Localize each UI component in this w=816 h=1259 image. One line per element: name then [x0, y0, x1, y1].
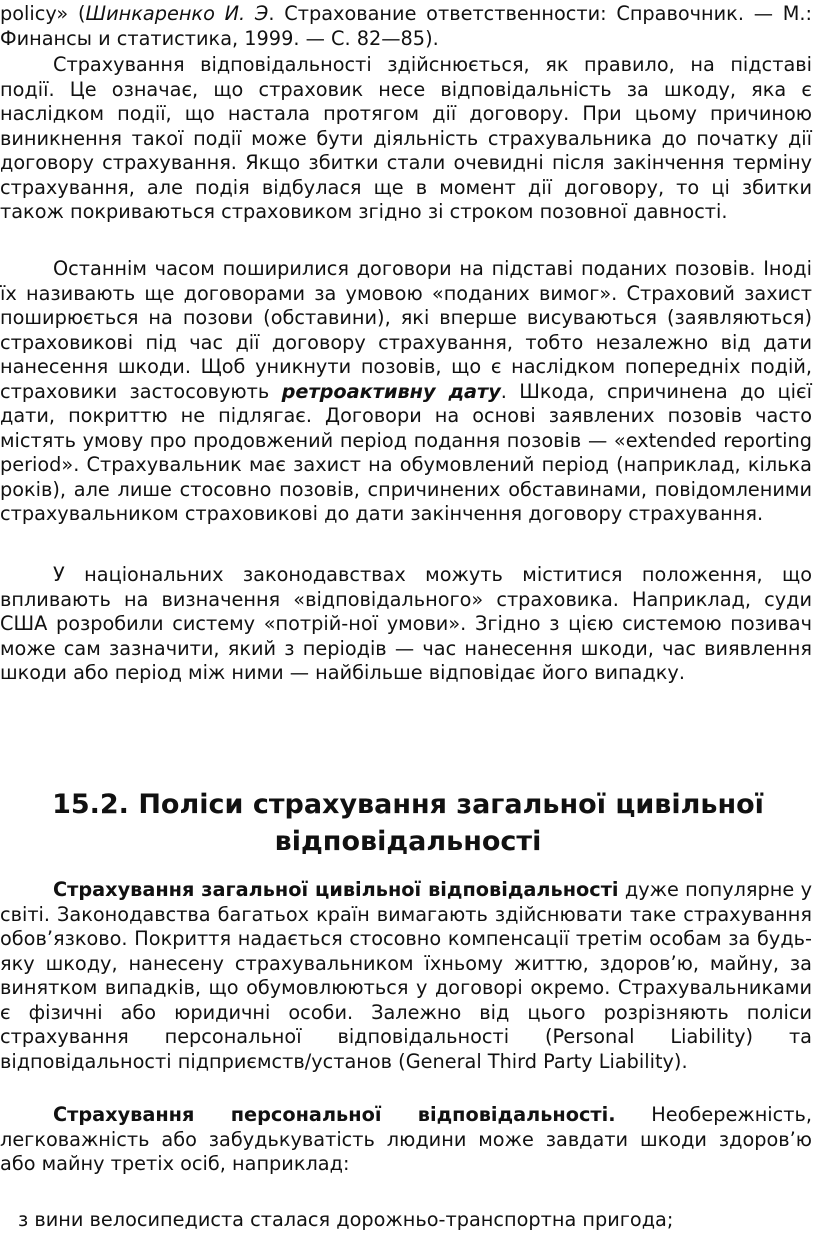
claims-made-text-after: . Шкода, спричинена до цієї дати, покриттю не підлягає. Договори на основі заявлених позовів часто містять умову про продовжений період подання позовів — «extended reporting period». Страхувальник має захист на обумовлений період (наприклад, кілька років), але лише стосовно позовів, спричинених обставинами, повідомленими страхувальником страховикові до дати закінчення договору страхування. — [0, 379, 812, 525]
general-liability-text: дуже популярне у світі. Законодавства багатьох країн вимагають здійснювати таке страхування обов’язково. Покриття надається стосовно компенсації третім особам за будь-яку шкоду, нанесену страхувальником їхньому життю, здоров’ю, майну, за винятком випадків, що обумовлюються у договорі окремо. Страхувальниками є фізичні або юридичні особи. Залежно від цього розрізняють поліси страхування персональної відповідальності (Personal Liability) та відповідальності підприємств/установ (General Third Party Liability). — [0, 878, 812, 1073]
general-liability-term: Страхування загальної цивільної відповідальності — [53, 878, 619, 901]
personal-liability-text: Необережність, легковажність або забудькуватість людини може завдати шкоди здоров’ю або майну третіх осіб, наприклад: — [0, 1103, 812, 1175]
claims-made-text-before: Останнім часом поширилися договори на підставі поданих позовів. Іноді їх називають ще договорами за умовою «поданих вимог». Страховий захист поширюється на позови (обставини), які вперше висуваються (заявляються) страховикові під час дії договору страхування, тобто незалежно від дати нанесення шкоди. Щоб уникнути позовів, що є наслідком попередніх подій, страховики застосовують — [0, 257, 812, 403]
paragraph-general-liability — [0, 878, 812, 1074]
list-item: з вини велосипедиста сталася дорожньо-транспортна пригода; — [18, 1208, 674, 1231]
paragraph-personal-liability — [0, 1103, 812, 1177]
citation-lead: policy» ( — [0, 2, 86, 25]
citation-author: Шинкаренко И. Э — [85, 2, 269, 25]
paragraph-claims-made — [0, 257, 812, 527]
personal-liability-term: Страхування персональної відповідальності. — [53, 1103, 616, 1126]
paragraph-national-law: У національних законодавствах можуть міститися положення, що впливають на визначення «відповідального» страховика. Наприклад, суди США розробили систему «потрій-ної умови». Згідно з цією системою позивач може сам зазначити, який з періодів — час нанесення шкоди, час виявлення шкоди або період між ними — найбільше відповідає його випадку. — [0, 563, 812, 684]
section-heading: 15.2. Поліси страхування загальної цивільної відповідальності — [52, 789, 764, 857]
paragraph-event-basis: Страхування відповідальності здійснюється, як правило, на підставі події. Це означає, що страховик несе відповідальність за шкоду, яка є наслідком події, що настала протягом дії договору. При цьому причиною виникнення такої події може бути діяльність страхувальника до початку дії договору страхування. Якщо збитки стали очевидні після закінчення терміну страхування, але подія відбулася ще в момент дії договору, то ці збитки також покриваються страховиком згідно зі строком позовної давності. — [0, 53, 812, 223]
citation-paragraph — [0, 2, 812, 51]
citation-rest: . Страхование ответственности: Справочник. — М.: Финансы и статистика, 1999. — С. 82—85). — [0, 2, 813, 50]
retroactive-date-term: ретроактивну дату — [281, 379, 501, 403]
